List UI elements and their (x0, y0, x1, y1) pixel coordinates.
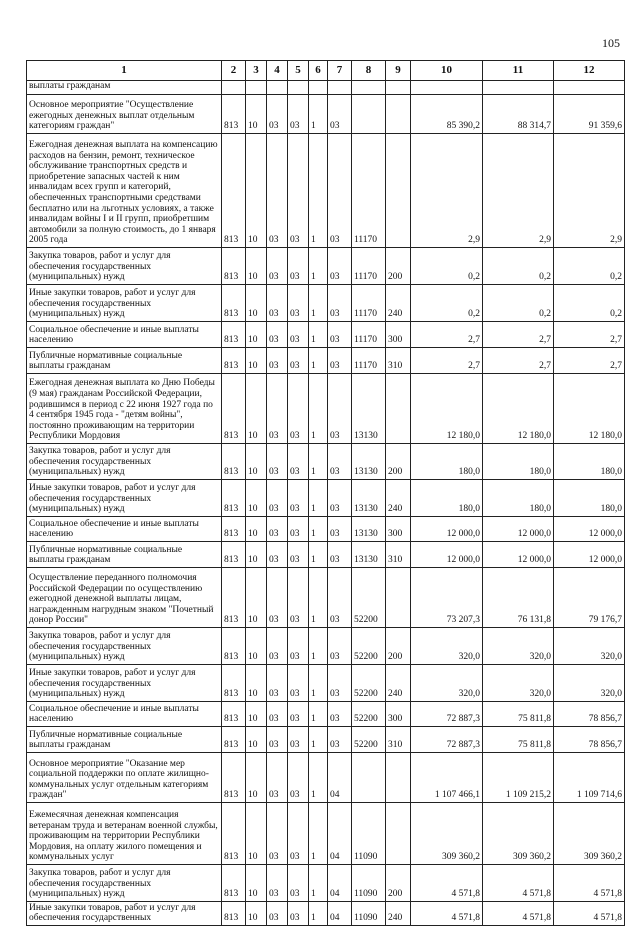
expense-type-cell (386, 568, 411, 628)
event-cell: 03 (328, 95, 352, 134)
ministry-code-cell: 813 (222, 517, 246, 542)
expense-type-cell: 240 (386, 902, 411, 926)
event-cell: 03 (328, 665, 352, 702)
subprogram-cell: 1 (309, 322, 328, 348)
table-row (27, 348, 625, 374)
amount-year1-cell: 12 180,0 (411, 374, 483, 444)
section-cell: 10 (246, 568, 267, 628)
amount-year1-cell: 180,0 (411, 444, 483, 480)
direction-cell: 11090 (352, 865, 386, 902)
amount-year2-cell: 320,0 (483, 628, 554, 665)
description-cell: Социальное обеспечение и иные выплаты населению (27, 322, 222, 348)
expense-type-cell (386, 81, 411, 95)
amount-year2-cell: 309 360,2 (483, 803, 554, 865)
section-cell: 10 (246, 803, 267, 865)
program-cell: 03 (288, 865, 309, 902)
direction-cell: 52200 (352, 665, 386, 702)
direction-cell: 11170 (352, 285, 386, 322)
amount-year3-cell: 12 000,0 (554, 517, 625, 542)
direction-cell: 52200 (352, 702, 386, 727)
section-cell (246, 81, 267, 95)
table-row (27, 81, 625, 95)
direction-cell: 52200 (352, 628, 386, 665)
section-cell: 10 (246, 628, 267, 665)
subprogram-cell: 1 (309, 542, 328, 568)
event-cell: 03 (328, 542, 352, 568)
description-cell: Ежемесячная денежная компенсация ветеранам труда и ветеранам военной службы, проживающим на территории Республики Мордовия, на оплату жилого помещения и коммунальных услуг (27, 803, 222, 865)
amount-year1-cell: 309 360,2 (411, 803, 483, 865)
description-cell: Ежегодная денежная выплата на компенсацию расходов на бензин, ремонт, техническое обслуживание транспортных средств и приобретение запасных частей к ним инвалидам всех групп и категорий, обеспеченных транспортными средствами бесплатно или на льготных условиях, а также инвалидам войны I и II групп, приобретшим автомобили за полную стоимость, до 1 января 2005 года (27, 134, 222, 248)
amount-year2-cell: 1 109 215,2 (483, 753, 554, 803)
direction-cell: 13130 (352, 444, 386, 480)
subsection-cell: 03 (267, 727, 288, 753)
table-row (27, 865, 625, 902)
program-cell: 03 (288, 374, 309, 444)
amount-year3-cell: 320,0 (554, 665, 625, 702)
section-cell: 10 (246, 134, 267, 248)
event-cell: 03 (328, 248, 352, 285)
table-row (27, 542, 625, 568)
expense-type-cell: 310 (386, 542, 411, 568)
subsection-cell: 03 (267, 95, 288, 134)
program-cell: 03 (288, 285, 309, 322)
section-cell: 10 (246, 542, 267, 568)
subsection-cell: 03 (267, 322, 288, 348)
section-cell: 10 (246, 517, 267, 542)
column-header-12: 12 (554, 61, 625, 81)
event-cell: 03 (328, 444, 352, 480)
subsection-cell: 03 (267, 374, 288, 444)
amount-year1-cell: 180,0 (411, 480, 483, 517)
amount-year2-cell (483, 81, 554, 95)
description-cell: Иные закупки товаров, работ и услуг для обеспечения государственных (муниципальных) нужд (27, 665, 222, 702)
ministry-code-cell: 813 (222, 865, 246, 902)
subsection-cell: 03 (267, 248, 288, 285)
expense-type-cell: 300 (386, 322, 411, 348)
subprogram-cell: 1 (309, 902, 328, 926)
amount-year3-cell: 0,2 (554, 248, 625, 285)
description-cell: Основное мероприятие "Оказание мер социальной поддержки по оплате жилищно-коммунальных услуг отдельным категориям граждан" (27, 753, 222, 803)
table-row (27, 322, 625, 348)
direction-cell: 52200 (352, 568, 386, 628)
expense-type-cell: 200 (386, 628, 411, 665)
column-header-11: 11 (483, 61, 554, 81)
section-cell: 10 (246, 480, 267, 517)
event-cell (328, 81, 352, 95)
section-cell: 10 (246, 727, 267, 753)
expense-type-cell: 240 (386, 285, 411, 322)
table-row (27, 95, 625, 134)
expense-type-cell (386, 803, 411, 865)
direction-cell (352, 95, 386, 134)
direction-cell: 11090 (352, 902, 386, 926)
amount-year1-cell: 73 207,3 (411, 568, 483, 628)
amount-year1-cell (411, 81, 483, 95)
subprogram-cell: 1 (309, 95, 328, 134)
subprogram-cell: 1 (309, 568, 328, 628)
description-cell: Иные закупки товаров, работ и услуг для обеспечения государственных (муниципальных) нужд (27, 285, 222, 322)
amount-year2-cell: 76 131,8 (483, 568, 554, 628)
subprogram-cell: 1 (309, 374, 328, 444)
section-cell: 10 (246, 348, 267, 374)
amount-year3-cell: 91 359,6 (554, 95, 625, 134)
program-cell: 03 (288, 348, 309, 374)
subsection-cell: 03 (267, 902, 288, 926)
column-header-3: 3 (246, 61, 267, 81)
ministry-code-cell: 813 (222, 95, 246, 134)
event-cell: 03 (328, 727, 352, 753)
amount-year3-cell: 2,7 (554, 322, 625, 348)
event-cell: 04 (328, 753, 352, 803)
amount-year3-cell: 320,0 (554, 628, 625, 665)
program-cell: 03 (288, 542, 309, 568)
amount-year3-cell: 79 176,7 (554, 568, 625, 628)
program-cell: 03 (288, 702, 309, 727)
direction-cell: 11170 (352, 348, 386, 374)
column-header-6: 6 (309, 61, 328, 81)
amount-year3-cell: 2,9 (554, 134, 625, 248)
section-cell: 10 (246, 285, 267, 322)
program-cell: 03 (288, 444, 309, 480)
expense-type-cell: 240 (386, 480, 411, 517)
amount-year1-cell: 12 000,0 (411, 517, 483, 542)
subsection-cell: 03 (267, 285, 288, 322)
subsection-cell: 03 (267, 348, 288, 374)
table-row (27, 134, 625, 248)
subsection-cell: 03 (267, 517, 288, 542)
amount-year2-cell: 12 180,0 (483, 374, 554, 444)
subprogram-cell: 1 (309, 865, 328, 902)
amount-year1-cell: 85 390,2 (411, 95, 483, 134)
table-row (27, 444, 625, 480)
expense-type-cell: 200 (386, 248, 411, 285)
column-header-1: 1 (27, 61, 222, 81)
program-cell: 03 (288, 134, 309, 248)
section-cell: 10 (246, 865, 267, 902)
section-cell: 10 (246, 95, 267, 134)
direction-cell: 13130 (352, 374, 386, 444)
subprogram-cell (309, 81, 328, 95)
ministry-code-cell: 813 (222, 803, 246, 865)
ministry-code-cell: 813 (222, 727, 246, 753)
description-cell: Закупка товаров, работ и услуг для обеспечения государственных (муниципальных) нужд (27, 865, 222, 902)
amount-year2-cell: 180,0 (483, 480, 554, 517)
subsection-cell: 03 (267, 568, 288, 628)
subprogram-cell: 1 (309, 248, 328, 285)
subsection-cell: 03 (267, 753, 288, 803)
subprogram-cell: 1 (309, 444, 328, 480)
event-cell: 03 (328, 628, 352, 665)
event-cell: 04 (328, 902, 352, 926)
program-cell: 03 (288, 803, 309, 865)
ministry-code-cell: 813 (222, 285, 246, 322)
direction-cell (352, 81, 386, 95)
amount-year1-cell: 1 107 466,1 (411, 753, 483, 803)
expense-type-cell: 310 (386, 727, 411, 753)
subprogram-cell: 1 (309, 803, 328, 865)
subprogram-cell: 1 (309, 348, 328, 374)
ministry-code-cell: 813 (222, 902, 246, 926)
direction-cell: 13130 (352, 542, 386, 568)
amount-year2-cell: 88 314,7 (483, 95, 554, 134)
ministry-code-cell: 813 (222, 480, 246, 517)
amount-year1-cell: 0,2 (411, 248, 483, 285)
amount-year3-cell: 0,2 (554, 285, 625, 322)
subsection-cell: 03 (267, 665, 288, 702)
column-header-10: 10 (411, 61, 483, 81)
ministry-code-cell: 813 (222, 134, 246, 248)
column-header-4: 4 (267, 61, 288, 81)
section-cell: 10 (246, 248, 267, 285)
event-cell: 03 (328, 134, 352, 248)
subsection-cell (267, 81, 288, 95)
subsection-cell: 03 (267, 542, 288, 568)
expense-type-cell: 300 (386, 702, 411, 727)
amount-year3-cell: 78 856,7 (554, 727, 625, 753)
amount-year2-cell: 0,2 (483, 248, 554, 285)
amount-year2-cell: 320,0 (483, 665, 554, 702)
ministry-code-cell: 813 (222, 628, 246, 665)
event-cell: 04 (328, 803, 352, 865)
column-header-8: 8 (352, 61, 386, 81)
event-cell: 03 (328, 517, 352, 542)
program-cell: 03 (288, 753, 309, 803)
subsection-cell: 03 (267, 628, 288, 665)
direction-cell: 52200 (352, 727, 386, 753)
table-row (27, 902, 625, 926)
description-cell: Социальное обеспечение и иные выплаты населению (27, 702, 222, 727)
amount-year3-cell: 180,0 (554, 444, 625, 480)
table-row (27, 374, 625, 444)
subprogram-cell: 1 (309, 628, 328, 665)
description-cell: Публичные нормативные социальные выплаты гражданам (27, 727, 222, 753)
table-row (27, 727, 625, 753)
description-cell: Ежегодная денежная выплата ко Дню Победы (9 мая) гражданам Российской Федерации, родившимся в период с 22 июня 1927 года по 4 сентября 1945 года - "детям войны", постоянно проживающим на территории Республики Мордовия (27, 374, 222, 444)
subsection-cell: 03 (267, 480, 288, 517)
amount-year1-cell: 72 887,3 (411, 727, 483, 753)
direction-cell: 11170 (352, 248, 386, 285)
section-cell: 10 (246, 702, 267, 727)
expense-type-cell (386, 753, 411, 803)
section-cell: 10 (246, 665, 267, 702)
budget-table (26, 60, 625, 926)
subprogram-cell: 1 (309, 753, 328, 803)
subsection-cell: 03 (267, 134, 288, 248)
amount-year2-cell: 2,7 (483, 348, 554, 374)
direction-cell: 13130 (352, 517, 386, 542)
program-cell: 03 (288, 665, 309, 702)
ministry-code-cell: 813 (222, 374, 246, 444)
table-row (27, 628, 625, 665)
description-cell: Основное мероприятие "Осуществление ежегодных денежных выплат отдельным категориям граждан" (27, 95, 222, 134)
table-row (27, 480, 625, 517)
program-cell: 03 (288, 480, 309, 517)
event-cell: 03 (328, 702, 352, 727)
subprogram-cell: 1 (309, 480, 328, 517)
description-cell: Иные закупки товаров, работ и услуг для обеспечения государственных (27, 902, 222, 926)
description-cell: Публичные нормативные социальные выплаты гражданам (27, 348, 222, 374)
section-cell: 10 (246, 374, 267, 444)
amount-year3-cell: 78 856,7 (554, 702, 625, 727)
ministry-code-cell: 813 (222, 542, 246, 568)
description-cell: Социальное обеспечение и иные выплаты населению (27, 517, 222, 542)
amount-year1-cell: 2,7 (411, 348, 483, 374)
amount-year2-cell: 4 571,8 (483, 865, 554, 902)
amount-year3-cell (554, 81, 625, 95)
amount-year1-cell: 12 000,0 (411, 542, 483, 568)
event-cell: 03 (328, 480, 352, 517)
subprogram-cell: 1 (309, 517, 328, 542)
subprogram-cell: 1 (309, 134, 328, 248)
table-row (27, 248, 625, 285)
expense-type-cell (386, 134, 411, 248)
subprogram-cell: 1 (309, 702, 328, 727)
description-cell: Публичные нормативные социальные выплаты гражданам (27, 542, 222, 568)
ministry-code-cell: 813 (222, 322, 246, 348)
table-row (27, 285, 625, 322)
ministry-code-cell (222, 81, 246, 95)
section-cell: 10 (246, 322, 267, 348)
amount-year2-cell: 75 811,8 (483, 702, 554, 727)
ministry-code-cell: 813 (222, 753, 246, 803)
program-cell: 03 (288, 568, 309, 628)
description-cell: Иные закупки товаров, работ и услуг для обеспечения государственных (муниципальных) нужд (27, 480, 222, 517)
ministry-code-cell: 813 (222, 702, 246, 727)
subsection-cell: 03 (267, 444, 288, 480)
ministry-code-cell: 813 (222, 444, 246, 480)
expense-type-cell: 200 (386, 444, 411, 480)
amount-year1-cell: 0,2 (411, 285, 483, 322)
amount-year3-cell: 4 571,8 (554, 902, 625, 926)
table-row (27, 517, 625, 542)
event-cell: 03 (328, 322, 352, 348)
amount-year3-cell: 12 000,0 (554, 542, 625, 568)
page-number: 105 (602, 36, 620, 50)
subsection-cell: 03 (267, 702, 288, 727)
amount-year2-cell: 2,9 (483, 134, 554, 248)
amount-year1-cell: 2,9 (411, 134, 483, 248)
table-row (27, 803, 625, 865)
ministry-code-cell: 813 (222, 348, 246, 374)
event-cell: 03 (328, 348, 352, 374)
program-cell: 03 (288, 902, 309, 926)
subprogram-cell: 1 (309, 665, 328, 702)
description-cell: Осуществление переданного полномочия Российской Федерации по осуществлению ежегодной денежной выплаты лицам, награжденным нагрудным знаком "Почетный донор России" (27, 568, 222, 628)
expense-type-cell (386, 374, 411, 444)
column-header-7: 7 (328, 61, 352, 81)
amount-year3-cell: 1 109 714,6 (554, 753, 625, 803)
amount-year3-cell: 309 360,2 (554, 803, 625, 865)
program-cell: 03 (288, 248, 309, 285)
amount-year3-cell: 180,0 (554, 480, 625, 517)
description-cell: Закупка товаров, работ и услуг для обеспечения государственных (муниципальных) нужд (27, 444, 222, 480)
direction-cell: 11090 (352, 803, 386, 865)
amount-year3-cell: 12 180,0 (554, 374, 625, 444)
description-cell: Закупка товаров, работ и услуг для обеспечения государственных (муниципальных) нужд (27, 248, 222, 285)
program-cell: 03 (288, 95, 309, 134)
amount-year1-cell: 4 571,8 (411, 902, 483, 926)
description-cell: Закупка товаров, работ и услуг для обеспечения государственных (муниципальных) нужд (27, 628, 222, 665)
amount-year2-cell: 12 000,0 (483, 542, 554, 568)
table-row (27, 568, 625, 628)
ministry-code-cell: 813 (222, 568, 246, 628)
event-cell: 04 (328, 865, 352, 902)
amount-year2-cell: 2,7 (483, 322, 554, 348)
table-header-row (27, 61, 625, 81)
event-cell: 03 (328, 374, 352, 444)
program-cell: 03 (288, 322, 309, 348)
subsection-cell: 03 (267, 865, 288, 902)
table-row (27, 665, 625, 702)
program-cell (288, 81, 309, 95)
program-cell: 03 (288, 727, 309, 753)
column-header-2: 2 (222, 61, 246, 81)
expense-type-cell: 300 (386, 517, 411, 542)
amount-year1-cell: 72 887,3 (411, 702, 483, 727)
section-cell: 10 (246, 902, 267, 926)
expense-type-cell: 240 (386, 665, 411, 702)
amount-year2-cell: 75 811,8 (483, 727, 554, 753)
program-cell: 03 (288, 628, 309, 665)
amount-year3-cell: 2,7 (554, 348, 625, 374)
direction-cell: 13130 (352, 480, 386, 517)
direction-cell (352, 753, 386, 803)
expense-type-cell (386, 95, 411, 134)
event-cell: 03 (328, 285, 352, 322)
description-cell: выплаты гражданам (27, 81, 222, 95)
program-cell: 03 (288, 517, 309, 542)
ministry-code-cell: 813 (222, 665, 246, 702)
table-row (27, 753, 625, 803)
expense-type-cell: 200 (386, 865, 411, 902)
expense-type-cell: 310 (386, 348, 411, 374)
direction-cell: 11170 (352, 322, 386, 348)
table-body (27, 61, 625, 926)
amount-year1-cell: 4 571,8 (411, 865, 483, 902)
amount-year2-cell: 0,2 (483, 285, 554, 322)
section-cell: 10 (246, 753, 267, 803)
subsection-cell: 03 (267, 803, 288, 865)
column-header-9: 9 (386, 61, 411, 81)
ministry-code-cell: 813 (222, 248, 246, 285)
amount-year1-cell: 320,0 (411, 665, 483, 702)
amount-year3-cell: 4 571,8 (554, 865, 625, 902)
column-header-5: 5 (288, 61, 309, 81)
amount-year1-cell: 2,7 (411, 322, 483, 348)
table-row (27, 702, 625, 727)
amount-year1-cell: 320,0 (411, 628, 483, 665)
amount-year2-cell: 4 571,8 (483, 902, 554, 926)
event-cell: 03 (328, 568, 352, 628)
direction-cell: 11170 (352, 134, 386, 248)
subprogram-cell: 1 (309, 727, 328, 753)
amount-year2-cell: 180,0 (483, 444, 554, 480)
subprogram-cell: 1 (309, 285, 328, 322)
amount-year2-cell: 12 000,0 (483, 517, 554, 542)
section-cell: 10 (246, 444, 267, 480)
